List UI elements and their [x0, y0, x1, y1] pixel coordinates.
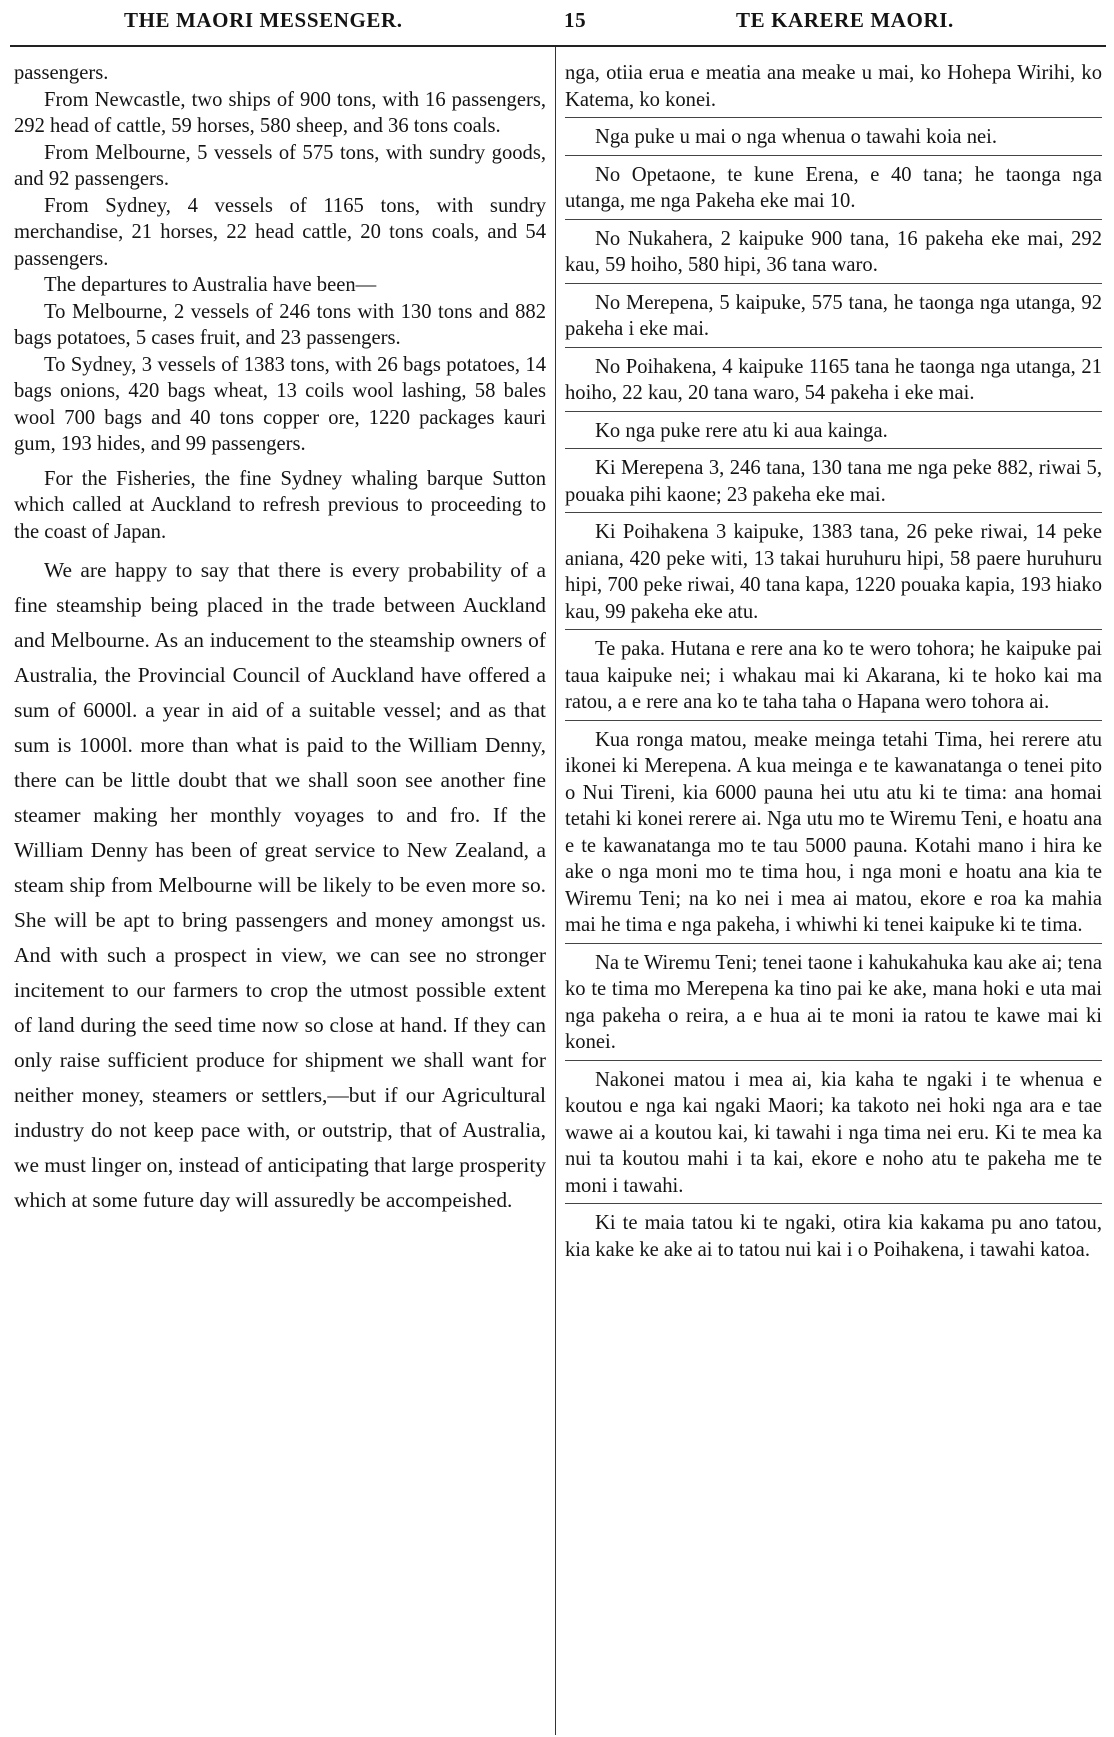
paragraph: From Melbourne, 5 vessels of 575 tons, with sundry goods, and 92 passengers. — [14, 141, 546, 190]
paragraph: To Melbourne, 2 vessels of 246 tons with 130 tons and 882 bags potatoes, 5 cases fruit, and 23 passengers. — [14, 300, 546, 349]
paragraph: From Newcastle, two ships of 900 tons, with 16 passengers, 292 head of cattle, 59 horses, 580 sheep, and 36 tons coals. — [14, 88, 546, 137]
paragraph: The departures to Australia have been— — [44, 274, 377, 296]
paragraph: passengers. — [14, 62, 109, 84]
paragraph: Ki te maia tatou ki te ngaki, otira kia kakama pu ano tatou, kia kake ke ake ai to tatou nui kai i o Poihakena, i tawahi katoa. — [565, 1212, 1102, 1261]
paragraph: Ko nga puke rere atu ki aua kainga. — [565, 418, 1102, 450]
paragraph: Nakonei matou i mea ai, kia kaha te ngaki i te whenua e koutou e nga kai ngaki Maori; ka takoto nei hoki nga ara e tae wawe ai a koutou kai, ki tawahi i nga tima nei eru. Ki te mea ka nui ta koutou mahi i ta kai, ekore e noho atu te pakeha me te moni i tawahi. — [565, 1067, 1102, 1205]
paragraph: For the Fisheries, the fine Sydney whaling barque Sutton which called at Auckland to refresh previous to proceeding to the coast of Japan. — [14, 467, 546, 543]
paragraph: We are happy to say that there is every probability of a fine steamship being placed in the trade between Auckland and Melbourne. As an inducement to the steamship owners of Australia, the Provincial Council of Auckland have offered a sum of 6000l. a year in aid of a suitable vessel; and as that sum is 1000l. more than what is paid to the William Denny, there can be little doubt that we shall soon see another fine steamer making her monthly voyages to and fro. If the William Denny has been of great service to New Zealand, a steam ship from Melbourne will be likely to be even more so. She will be apt to bring passengers and money amongst us. And with such a prospect in view, we can see no stronger incitement to our farmers to crop the utmost possible extent of land during the seed time now so close at hand. If they can only raise sufficient produce for shipment we shall want for neither money, steamers or settlers,—but if our Agricultural industry do not keep pace with, or outstrip, that of Australia, we must linger on, instead of anticipating that large prosperity which at some future day will assuredly be accompeished. — [14, 558, 546, 1212]
paragraph: Nga puke u mai o nga whenua o tawahi koia nei. — [565, 124, 1102, 156]
header-rule — [10, 45, 1106, 47]
spacer — [14, 458, 546, 466]
paragraph: To Sydney, 3 vessels of 1383 tons, with 26 bags potatoes, 14 bags onions, 420 bags wheat, 13 coils wool lashing, 58 bales wool 700 bags and 40 tons copper ore, 1220 packages kauri gum, 193 hides, and 99 passengers. — [14, 353, 546, 455]
maori-column — [565, 60, 1102, 1732]
header-maori-title: TE KARERE MAORI. — [736, 8, 954, 32]
paragraph: Te paka. Hutana e rere ana ko te wero tohora; he kaipuke pai taua kaipuke nei; i whakau mai ki Akarana, ki te hoko kai ma ratou, a e rere ana ko te taha taha o Hapana wero tohora ai. — [565, 636, 1102, 721]
paragraph: No Poihakena, 4 kaipuke 1165 tana he taonga nga utanga, 21 hoiho, 22 kau, 20 tana waro, 54 pakeha i eke mai. — [565, 354, 1102, 412]
page-header — [0, 0, 1114, 46]
paragraph: No Merepena, 5 kaipuke, 575 tana, he taonga nga utanga, 92 pakeha i eke mai. — [565, 290, 1102, 348]
english-column — [14, 60, 546, 1732]
paragraph: No Nukahera, 2 kaipuke 900 tana, 16 pakeha eke mai, 292 kau, 59 hoiho, 580 hipi, 36 tana waro. — [565, 226, 1102, 284]
spacer — [14, 545, 546, 553]
column-divider — [555, 47, 556, 1735]
header-english-title: THE MAORI MESSENGER. — [124, 8, 403, 32]
paragraph: Na te Wiremu Teni; tenei taone i kahukahuka kau ake ai; tena ko te tima mo Merepena ka tino pai ke ake, mana hoki e uta mai nga pakeha o reira, a e hua ai te moni ia ratou te kawe mai ki konei. — [565, 950, 1102, 1061]
paragraph: No Opetaone, te kune Erena, e 40 tana; he taonga nga utanga, me nga Pakeha eke mai 10. — [565, 162, 1102, 220]
paragraph: Ki Merepena 3, 246 tana, 130 tana me nga peke 882, riwai 5, pouaka pihi kaone; 23 pakeha eke mai. — [565, 455, 1102, 513]
paragraph: Kua ronga matou, meake meinga tetahi Tima, hei rerere atu ikonei ki Merepena. A kua meinga e te kawanatanga o tenei pito o Nui Tireni, kia 6000 pauna hei utu atu ki te tima: ana homai tetahi ki konei rerere ai. Nga utu mo te Wiremu Teni, e hoatu ana e te kawanatanga mo te tau 5000 pauna. Kotahi mano i hira ke ake o nga moni mo te tima hou, i nga moni e hoatu ana kia te Wiremu Teni; na ko nei i mea ai matou, ekore e roa ka mahia mai he tima e nga pakeha, i whiwhi ki tenei kaipuke ki te tima. — [565, 727, 1102, 944]
paragraph: Ki Poihakena 3 kaipuke, 1383 tana, 26 peke riwai, 14 peke aniana, 420 peke witi, 13 takai huruhuru hipi, 58 paere huruhuru hipi, 700 peke riwai, 40 tana kapa, 1220 pouaka kapia, 193 hiako kau, 99 pakeha eke atu. — [565, 519, 1102, 630]
paragraph: From Sydney, 4 vessels of 1165 tons, with sundry merchandise, 21 horses, 22 head cattle, 20 tons coals, and 54 passengers. — [14, 194, 546, 270]
paragraph: nga, otiia erua e meatia ana meake u mai, ko Hohepa Wirihi, ko Katema, ko konei. — [565, 60, 1102, 118]
page-number: 15 — [564, 8, 587, 32]
